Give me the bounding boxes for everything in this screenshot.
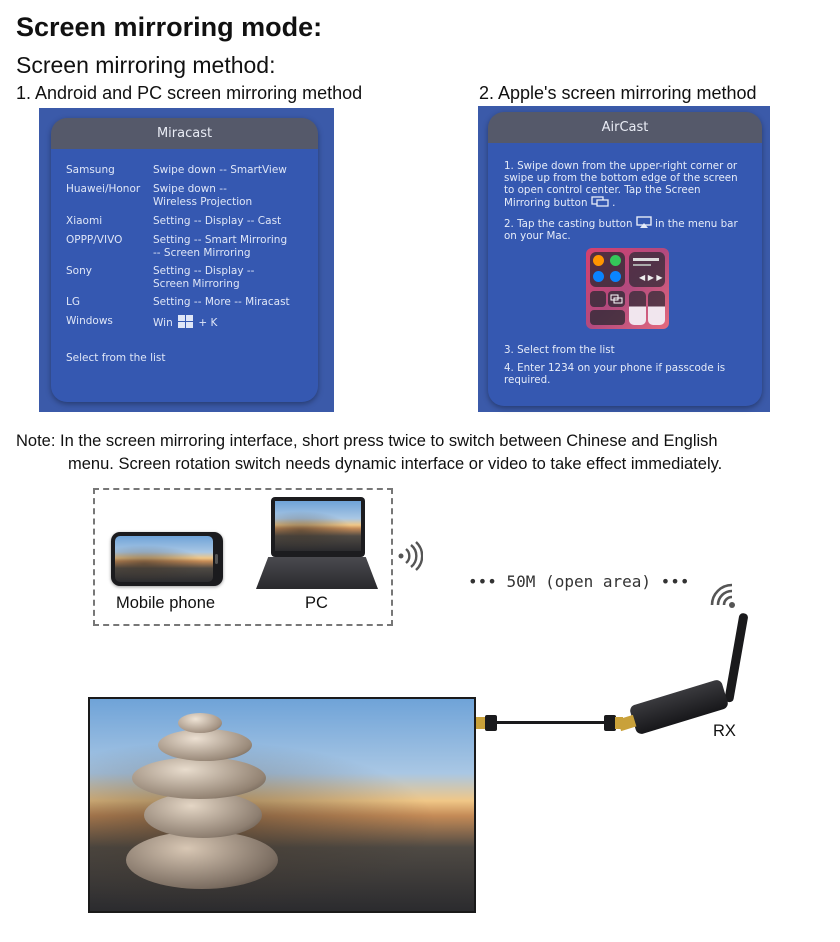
screen-mirroring-tile-icon [608,291,625,307]
steps-windows-prefix: Win [153,317,173,329]
wireless-signal-icon [397,541,423,571]
mobile-phone-label: Mobile phone [116,594,216,612]
aircast-step-2 [504,216,750,242]
steps-sony: Setting -- Display -- Screen Mirroring [153,265,255,290]
screen-mirroring-icon [591,196,609,207]
wifi-icon [593,271,604,282]
receiver-wifi-icon [710,583,740,611]
aircast-step-4: 4. Enter 1234 on your phone if passcode is required. [504,362,726,386]
phone-notch [215,554,218,564]
steps-lg: Setting -- More -- Miracast [153,296,290,308]
apple-section-heading: 2. Apple's screen mirroring method [479,83,757,103]
aircast-step-1 [504,160,750,209]
brand-samsung: Samsung [66,164,115,176]
brand-sony: Sony [66,265,92,277]
rx-label: RX [713,722,736,740]
rx-antenna [724,613,748,703]
hdmi-cable [494,721,609,724]
aircast-step-3: 3. Select from the list [504,344,615,356]
music-title-line [633,258,659,261]
page-subtitle: Screen mirroring method: [16,52,276,78]
aircast-step-2-a: 2. Tap the casting button [504,218,633,230]
mirroring-tile [608,291,625,307]
note-line-1: Note: In the screen mirroring interface, short press twice to switch between Chinese and English [16,432,718,450]
airplay-icon [636,216,652,229]
steps-windows [153,315,313,330]
miracast-footer: Select from the list [66,352,166,364]
focus-tile [590,310,625,325]
bluetooth-icon [610,271,621,282]
tv-display-image [88,697,476,913]
cellular-icon [610,255,621,266]
lock-rotation-tile [590,291,606,307]
steps-oppo-vivo: Setting -- Smart Mirroring -- Screen Mirroring [153,234,288,259]
brand-lg: LG [66,296,80,308]
volume-slider [648,291,665,325]
pc-laptop-image [271,497,365,557]
aircast-step-1-end: . [612,197,616,209]
aircast-panel [478,106,770,412]
aircast-card-title: AirCast [488,112,762,143]
pc-label: PC [305,594,328,612]
android-section-heading: 1. Android and PC screen mirroring method [16,83,363,103]
distance-label: ••• 50M (open area) ••• [468,572,690,591]
control-center-image [586,248,669,329]
steps-windows-suffix: + K [198,317,218,329]
stone-5 [178,713,222,733]
steps-huawei: Swipe down -- Wireless Projection [153,183,253,208]
aircast-step-1-text: 1. Swipe down from the upper-right corner or swipe up from the bottom edge of the screen to open control center. Tap the Screen Mirroring button [504,160,738,209]
phone-screen [115,536,213,582]
play-controls-icon: ◀ ▶ ▶ [639,273,663,282]
page-title: Screen mirroring mode: [16,12,323,42]
connectivity-tile [590,252,625,287]
mobile-phone-image [111,532,223,586]
brand-huawei: Huawei/Honor [66,183,141,195]
stone-1 [126,831,278,889]
miracast-panel [39,108,334,412]
brand-xiaomi: Xiaomi [66,215,103,227]
miracast-card [51,118,318,402]
stone-4 [158,729,252,761]
laptop-keyboard-base [256,557,378,589]
stone-3 [132,757,266,799]
note-line-2: menu. Screen rotation switch needs dynamic interface or video to take effect immediately. [68,455,723,473]
airplane-icon [593,255,604,266]
brand-oppo-vivo: OPPP/VIVO [66,234,123,246]
hdmi-plug-tv [485,715,497,731]
steps-xiaomi: Setting -- Display -- Cast [153,215,282,227]
windows-logo-icon [178,315,193,328]
laptop-screen [275,501,361,551]
hdmi-plug-rx-tip [615,717,623,729]
music-tile [629,252,665,287]
miracast-card-title: Miracast [51,118,318,149]
music-artist-line [633,264,651,266]
aircast-card [488,112,762,406]
brightness-slider [629,291,646,325]
brand-windows: Windows [66,315,113,327]
steps-samsung: Swipe down -- SmartView [153,164,287,176]
aircast-step-2-b: in the menu bar on your Mac. [504,218,738,242]
